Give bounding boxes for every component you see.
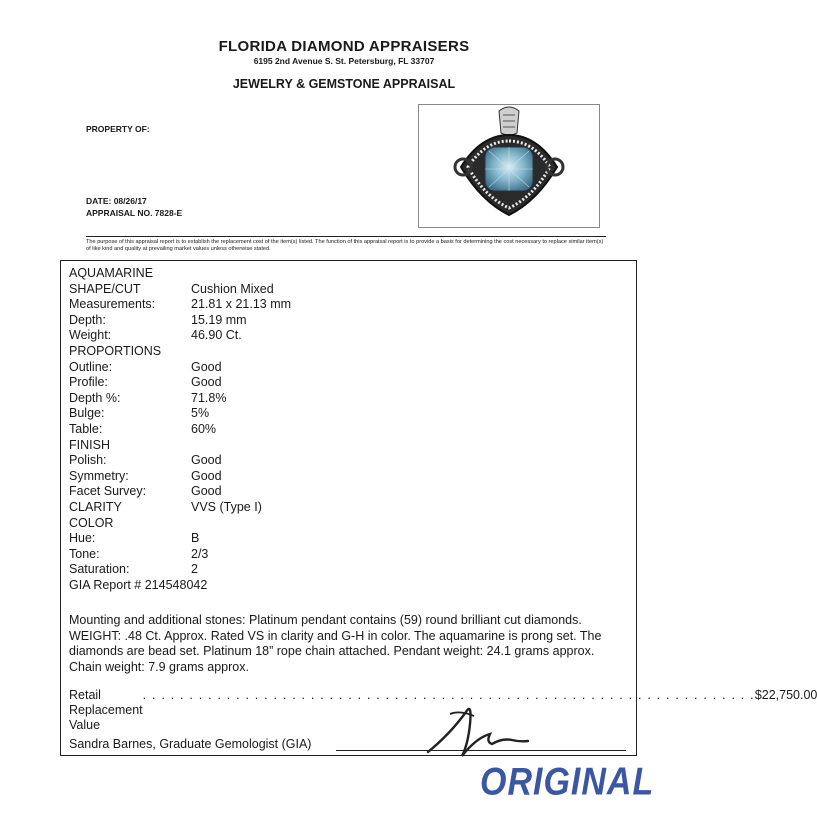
retail-replacement-row	[69, 688, 817, 733]
spec-value: Good	[191, 375, 222, 390]
spec-label: Table:	[69, 422, 103, 436]
spec-label: Depth:	[69, 312, 106, 327]
spec-label: Symmetry:	[69, 468, 129, 483]
spec-label: Polish:	[69, 453, 107, 468]
spec-value: 46.90 Ct.	[191, 328, 242, 343]
spec-label: CLARITY	[69, 500, 122, 514]
company-address: 6195 2nd Avenue S. St. Petersburg, FL 33707	[253, 56, 435, 66]
spec-label: AQUAMARINE	[69, 266, 154, 280]
spec-value: Good	[191, 453, 222, 468]
retail-label: Retail Replacement Value	[69, 688, 143, 732]
spec-value: 5%	[191, 406, 210, 421]
spec-value: Good	[191, 484, 222, 499]
original-stamp: ORIGINAL	[480, 760, 655, 804]
spec-value: 60%	[191, 422, 217, 436]
spec-value: 2/3	[191, 546, 209, 561]
spec-label: Tone:	[69, 546, 100, 561]
spec-label: GIA Report # 214548042	[69, 578, 208, 592]
gemologist-name: Sandra Barnes, Graduate Gemologist (GIA)	[69, 737, 312, 751]
handwritten-signature	[420, 694, 530, 764]
spec-value: VVS (Type I)	[191, 500, 262, 514]
retail-value: $22,750.00	[754, 688, 817, 702]
spec-value: Cushion Mixed	[191, 281, 274, 296]
spec-label: Profile:	[69, 375, 108, 390]
spec-value: Good	[191, 468, 222, 483]
spec-label: Facet Survey:	[69, 484, 147, 499]
spec-value: 15.19 mm	[191, 312, 247, 327]
spec-label: SHAPE/CUT	[69, 281, 141, 296]
spec-label: Hue:	[69, 531, 96, 546]
spec-value: 2	[191, 562, 198, 577]
company-name: FLORIDA DIAMOND APPRAISERS	[218, 38, 470, 55]
date-field: DATE: 08/26/17	[86, 196, 147, 206]
appraisal-number: APPRAISAL NO. 7828-E	[86, 208, 183, 218]
spec-label: Measurements:	[69, 297, 156, 312]
spec-value: 71.8%	[191, 390, 227, 405]
appraisal-details-box	[60, 260, 817, 756]
pendant-image	[419, 105, 599, 227]
spec-label: Outline:	[69, 359, 113, 374]
spec-value: 21.81 x 21.13 mm	[191, 297, 292, 312]
spec-value: Good	[191, 359, 222, 374]
spec-label: PROPORTIONS	[69, 344, 162, 358]
mounting-description: Mounting and additional stones: Platinum pendant contains (59) round brilliant cut diamonds. WEIGHT: .48 Ct. Approx. Rated VS in clarity and G-H in color. The aquamarine is prong set. The diamonds are bead set. Platinum 18” rope chain attached. Pendant weight: 24.1 grams approx. Chain weight: 7.9 grams approx.	[69, 613, 602, 674]
spec-label: Saturation:	[69, 562, 130, 577]
leader-dots: . . . . . . . . . . . . . . . . . . . . . . . . . . . . . . . . . . . . . . . . . . . . . . . . . . . . . . . . . . . . . . . . . .	[142, 688, 755, 702]
property-of-label: PROPERTY OF:	[86, 124, 150, 134]
spec-label: Weight:	[69, 328, 112, 343]
document-title: JEWELRY & GEMSTONE APPRAISAL	[232, 77, 456, 91]
spec-label: Bulge:	[69, 406, 105, 421]
spec-label: COLOR	[69, 515, 114, 530]
spec-label: Depth %:	[69, 390, 121, 405]
pendant-photo	[418, 104, 600, 228]
purpose-statement: The purpose of this appraisal report is to establish the replacement cost of the item(s) listed. The function of this appraisal report is to provide a basis for determining the cost necessary to replace similar item(s) of like kind and quality at prevailing market values unless otherwise stated.	[86, 236, 606, 253]
spec-value: B	[191, 531, 200, 546]
spec-label: FINISH	[69, 437, 110, 452]
